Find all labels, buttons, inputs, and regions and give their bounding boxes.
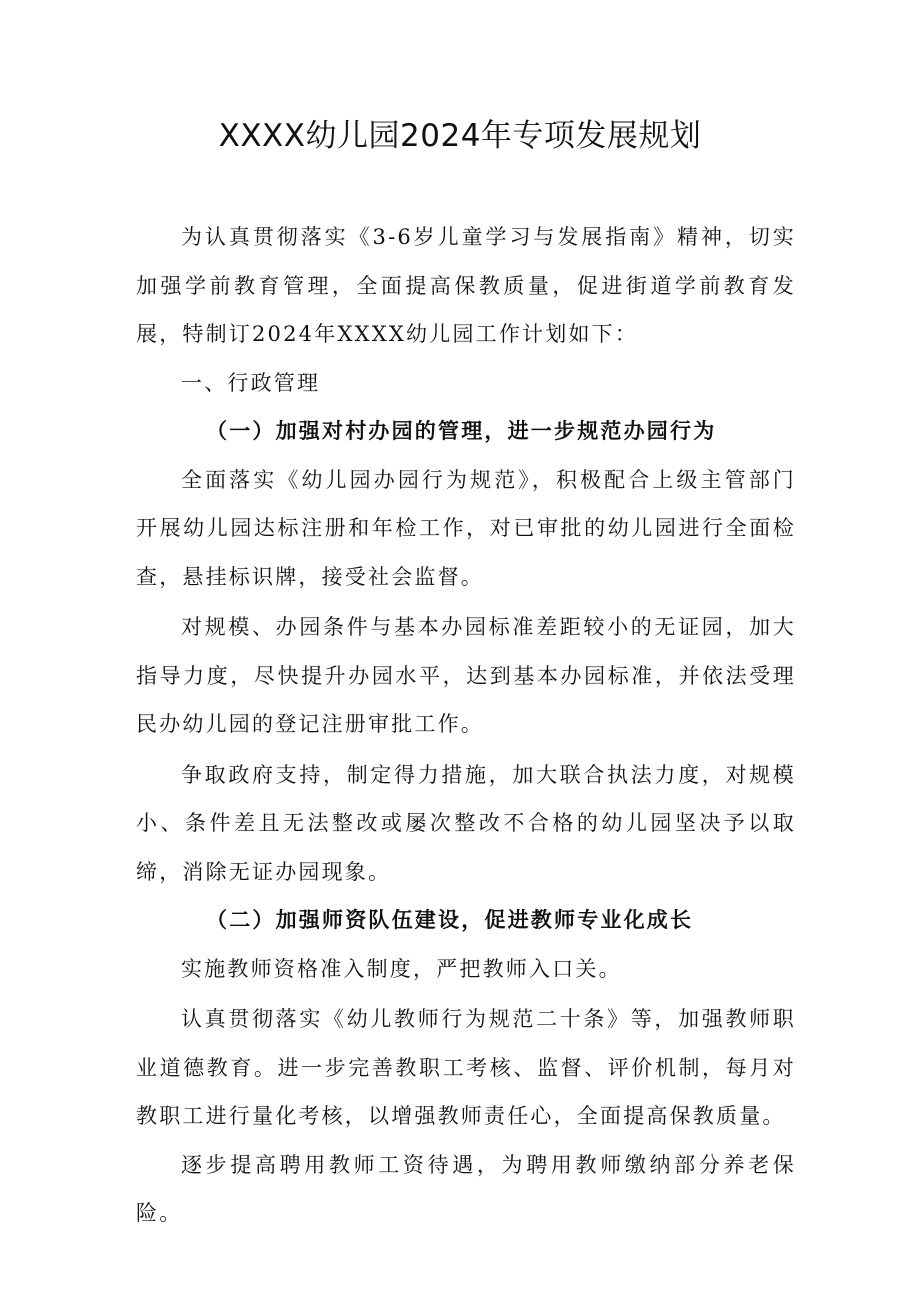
intro-paragraph: 为认真贯彻落实《3-6岁儿童学习与发展指南》精神，切实加强学前教育管理，全面提高保教质量，促进街道学前教育发展，特制订2024年XXXX幼儿园工作计划如下： (136, 225, 796, 346)
document-body (136, 213, 796, 1238)
paragraph: 争取政府支持，制定得力措施，加大联合执法力度，对规模小、条件差且无法整改或屡次整改不合格的幼儿园坚决予以取缔，消除无证办园现象。 (136, 762, 796, 884)
paragraph: 全面落实《幼儿园办园行为规范》，积极配合上级主管部门开展幼儿园达标注册和年检工作，对已审批的幼儿园进行全面检查，悬挂标识牌，接受社会监督。 (136, 467, 796, 589)
paragraph: 逐步提高聘用教师工资待遇，为聘用教师缴纳部分养老保险。 (136, 1152, 796, 1225)
section-heading-administration: 一、行政管理 (181, 370, 321, 395)
paragraph: 实施教师资格准入制度，严把教师入口关。 (181, 956, 622, 981)
subsection-heading-1: （一）加强对村办园的管理，进一步规范办园行为 (206, 418, 717, 443)
document-title: XXXX幼儿园2024年专项发展规划 (218, 118, 702, 154)
subsection-heading-2: （二）加强师资队伍建设，促进教师专业化成长 (206, 907, 694, 932)
paragraph: 认真贯彻落实《幼儿教师行为规范二十条》等，加强教师职业道德教育。进一步完善教职工考核、监督、评价机制，每月对教职工进行量化考核，以增强教师责任心，全面提高保教质量。 (136, 1007, 796, 1128)
paragraph: 对规模、办园条件与基本办园标准差距较小的无证园，加大指导力度，尽快提升办园水平，达到基本办园标准，并依法受理民办幼儿园的登记注册审批工作。 (136, 615, 796, 736)
